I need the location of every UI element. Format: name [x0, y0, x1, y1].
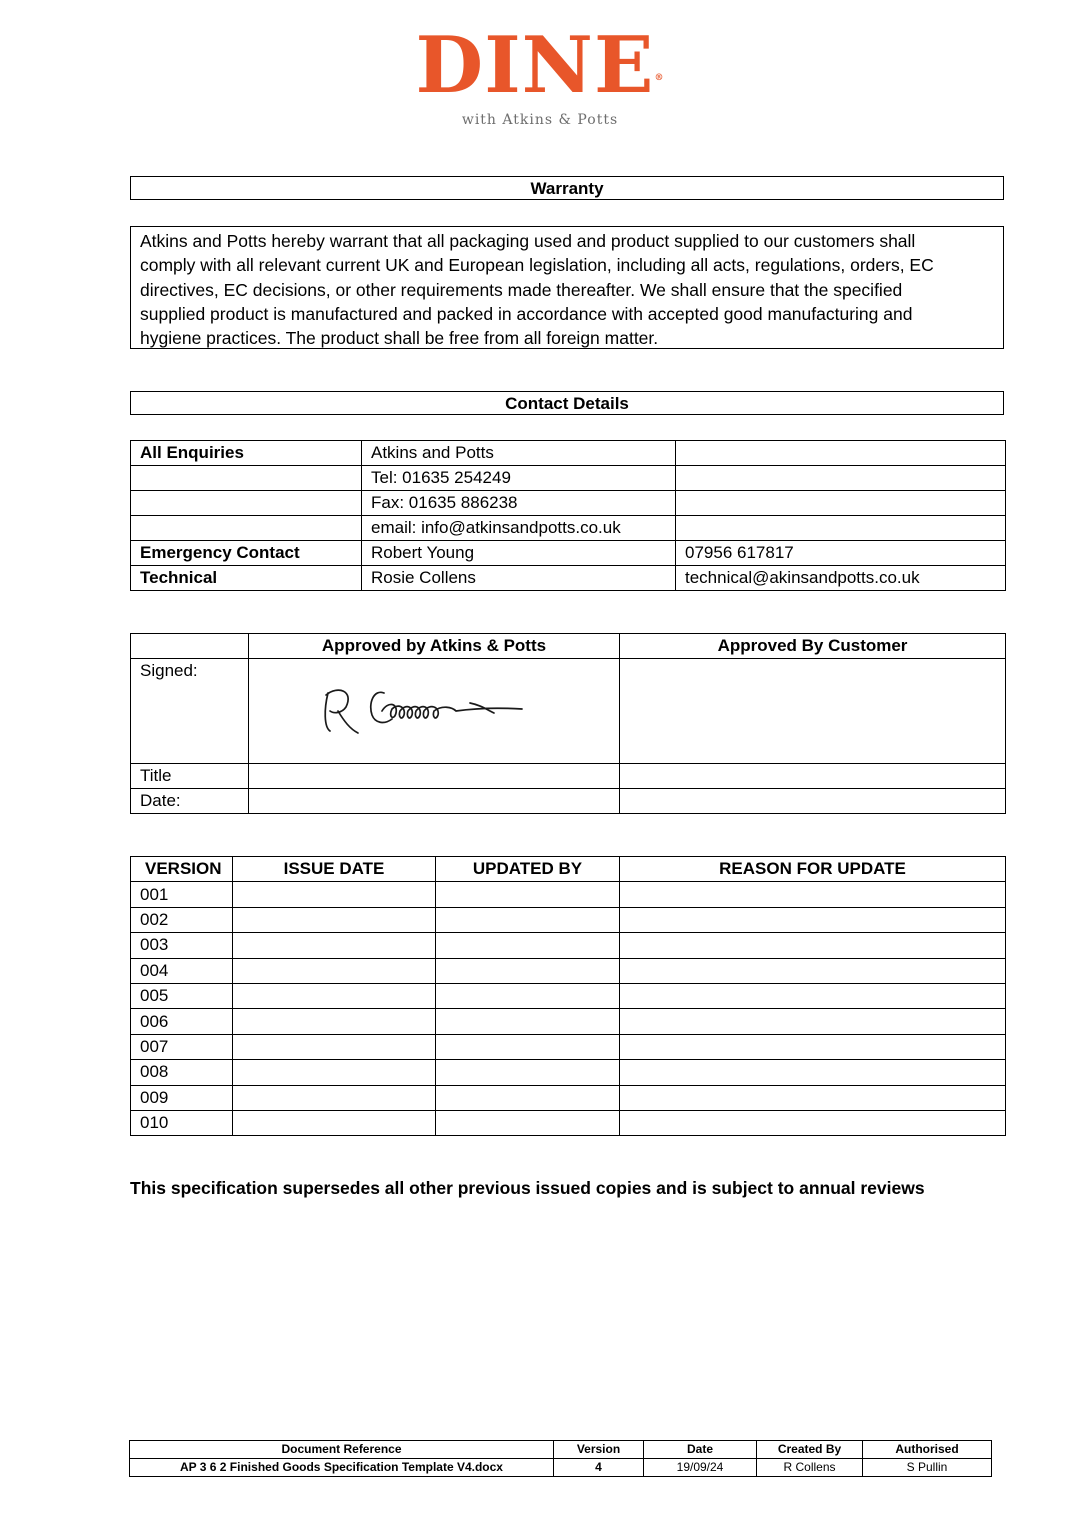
table-row: [131, 1034, 1006, 1059]
table-row: [131, 541, 1006, 566]
contact-heading: Contact Details: [130, 391, 1004, 415]
table-row: [131, 764, 1006, 789]
contact-label: [131, 491, 362, 516]
authorised-header: Authorised: [863, 1441, 992, 1459]
footer-date-header: Date: [644, 1441, 757, 1459]
created-by-value: R Collens: [757, 1459, 863, 1477]
footer-version-value: 4: [554, 1459, 644, 1477]
contact-value: email: info@atkinsandpotts.co.uk: [362, 516, 676, 541]
table-row: [131, 466, 1006, 491]
supplier-signature-cell: [249, 659, 620, 764]
contact-extra: technical@akinsandpotts.co.uk: [676, 566, 1006, 591]
approval-corner-cell: [131, 634, 249, 659]
table-row: [131, 882, 1006, 907]
version-number: 010: [131, 1110, 233, 1135]
supplier-title-cell: [249, 764, 620, 789]
approved-by-supplier-header: Approved by Atkins & Potts: [249, 634, 620, 659]
warranty-line: hygiene practices. The product shall be free from all foreign matter.: [140, 328, 659, 349]
document-reference-value: AP 3 6 2 Finished Goods Specification Template V4.docx: [130, 1459, 554, 1477]
contact-value: Robert Young: [362, 541, 676, 566]
supersedes-note: This specification supersedes all other previous issued copies and is subject to annual reviews: [130, 1178, 925, 1198]
customer-signature-cell: [620, 659, 1006, 764]
version-number: 002: [131, 907, 233, 932]
contact-value: Tel: 01635 254249: [362, 466, 676, 491]
table-row: [131, 907, 1006, 932]
created-by-header: Created By: [757, 1441, 863, 1459]
version-number: 006: [131, 1009, 233, 1034]
table-row: [131, 789, 1006, 814]
table-row: [131, 933, 1006, 958]
customer-title-cell: [620, 764, 1006, 789]
contact-extra: [676, 441, 1006, 466]
contact-label: [131, 516, 362, 541]
handwritten-signature: [320, 681, 550, 751]
table-row: [131, 958, 1006, 983]
table-row: [131, 441, 1006, 466]
table-row: [131, 634, 1006, 659]
contact-extra: [676, 516, 1006, 541]
table-header-row: [131, 857, 1006, 882]
approval-table: [130, 633, 1006, 814]
company-logo: [0, 20, 1080, 128]
contact-extra: [676, 491, 1006, 516]
contact-value: Atkins and Potts: [362, 441, 676, 466]
contact-label: All Enquiries: [131, 441, 362, 466]
customer-date-cell: [620, 789, 1006, 814]
document-reference-header: Document Reference: [130, 1441, 554, 1459]
issue-date-header: ISSUE DATE: [233, 857, 436, 882]
date-label: Date:: [131, 789, 249, 814]
table-row: [131, 983, 1006, 1008]
version-number: 005: [131, 983, 233, 1008]
warranty-line: supplied product is manufactured and packed in accordance with accepted good manufacturing and: [140, 303, 913, 324]
signed-label: Signed:: [131, 659, 249, 764]
table-row: [131, 1110, 1006, 1135]
supplier-date-cell: [249, 789, 620, 814]
version-number: 001: [131, 882, 233, 907]
version-history-table: [130, 856, 1006, 1136]
version-number: 009: [131, 1085, 233, 1110]
table-row: [130, 1459, 992, 1477]
table-row: [131, 1009, 1006, 1034]
version-number: 008: [131, 1060, 233, 1085]
contact-value: Fax: 01635 886238: [362, 491, 676, 516]
footer-date-value: 19/09/24: [644, 1459, 757, 1477]
table-row: [131, 659, 1006, 764]
contact-label: Emergency Contact: [131, 541, 362, 566]
warranty-heading: Warranty: [130, 176, 1004, 200]
warranty-text: [130, 226, 1004, 349]
contact-label: Technical: [131, 566, 362, 591]
version-number: 003: [131, 933, 233, 958]
table-row: [131, 1060, 1006, 1085]
version-number: 007: [131, 1034, 233, 1059]
table-header-row: [130, 1441, 992, 1459]
version-header: VERSION: [131, 857, 233, 882]
document-footer-table: [129, 1440, 992, 1477]
table-row: [131, 491, 1006, 516]
updated-by-header: UPDATED BY: [436, 857, 620, 882]
approved-by-customer-header: Approved By Customer: [620, 634, 1006, 659]
table-row: [131, 1085, 1006, 1110]
table-row: [131, 566, 1006, 591]
version-number: 004: [131, 958, 233, 983]
warranty-line: Atkins and Potts hereby warrant that all packaging used and product supplied to our customers shall: [140, 231, 916, 251]
warranty-line: comply with all relevant current UK and European legislation, including all acts, regulations, orders, EC: [140, 255, 934, 276]
contact-value: Rosie Collens: [362, 566, 676, 591]
authorised-value: S Pullin: [863, 1459, 992, 1477]
footer-version-header: Version: [554, 1441, 644, 1459]
warranty-line: directives, EC decisions, or other requirements made thereafter. We shall ensure that the specified: [140, 279, 903, 300]
logo-tagline: with Atkins & Potts: [461, 112, 619, 128]
logo-brand: DINE®: [415, 20, 665, 111]
contact-extra: [676, 466, 1006, 491]
table-row: [131, 516, 1006, 541]
title-label: Title: [131, 764, 249, 789]
contact-label: [131, 466, 362, 491]
contact-table: [130, 440, 1006, 591]
reason-header: REASON FOR UPDATE: [620, 857, 1006, 882]
contact-extra: 07956 617817: [676, 541, 1006, 566]
